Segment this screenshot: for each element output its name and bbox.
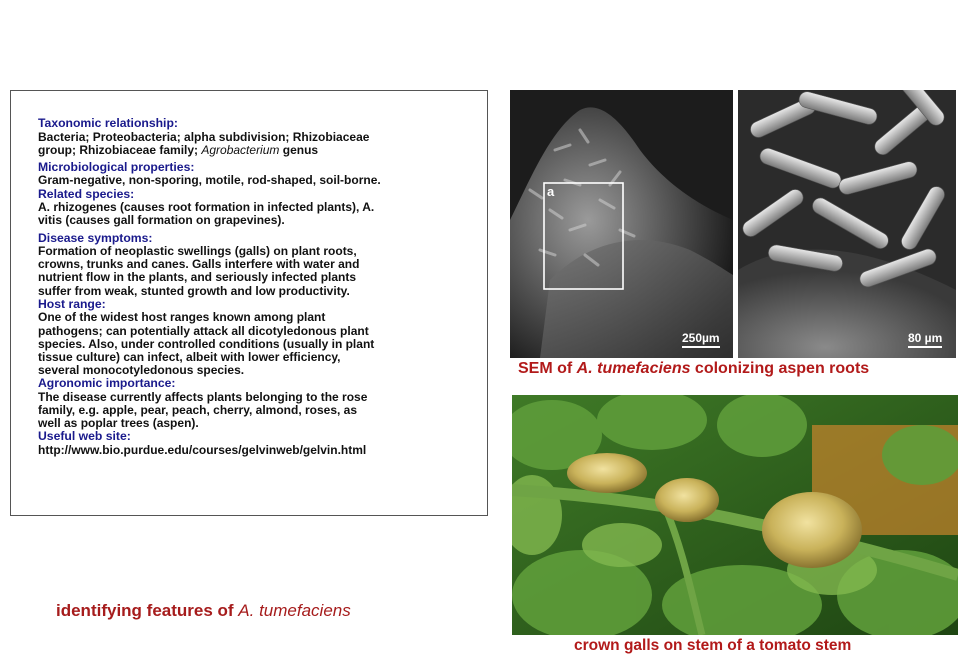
- taxonomic-text: [38, 131, 461, 157]
- info-box: [10, 90, 488, 516]
- agronomic-line: family, e.g. apple, pear, peach, cherry, almond, roses, as: [38, 403, 358, 418]
- caption-sem: SEM of A. tumefaciens colonizing aspen roots: [518, 360, 870, 377]
- related-text: [38, 201, 461, 227]
- host-heading: Host range:: [38, 296, 106, 311]
- caption-tomato: crown galls on stem of a tomato stem: [574, 637, 852, 654]
- agronomic-heading: Agronomic importance:: [38, 376, 176, 391]
- taxonomic-heading: Taxonomic relationship:: [38, 116, 178, 130]
- web-url[interactable]: http://www.bio.purdue.edu/courses/gelvinweb/gelvin.html: [38, 442, 367, 457]
- sem-image-low-mag: [510, 90, 733, 358]
- host-line: tissue culture) can infect, albeit with lower efficiency,: [38, 349, 341, 364]
- inset-label: a: [547, 184, 555, 199]
- micro-heading: Microbiological properties:: [38, 159, 195, 174]
- host-line: species. Also, under controlled conditions (usually in plant: [38, 336, 375, 351]
- scale-bar-250: 250µm: [682, 331, 720, 348]
- disease-line: crowns, trunks and canes. Galls interfere with water and: [38, 257, 360, 272]
- disease-line: suffer from weak, stunted growth and low productivity.: [38, 283, 350, 298]
- agronomic-line: The disease currently affects plants belonging to the rose: [38, 389, 368, 404]
- agronomic-text: [38, 391, 461, 431]
- taxonomic-line-2: group; Rhizobiaceae family; Agrobacterium genus: [38, 142, 319, 157]
- sem-image-high-mag: [738, 90, 956, 358]
- micro-text: Gram-negative, non-sporing, motile, rod-shaped, soil-borne.: [38, 173, 381, 188]
- tomato-graphic: [512, 395, 958, 635]
- host-line: One of the widest host ranges known among plant: [38, 310, 326, 325]
- disease-line: nutrient flow in the plants, and seriously infected plants: [38, 270, 357, 285]
- web-heading: Useful web site:: [38, 429, 131, 444]
- caption-identifying-features: identifying features of A. tumefaciens: [56, 601, 351, 620]
- host-line: several monocotyledonous species.: [38, 363, 245, 378]
- tomato-crown-gall-photo: [512, 395, 958, 635]
- sem-high-mag-graphic: [738, 90, 956, 358]
- disease-text: [38, 245, 461, 298]
- related-heading: Related species:: [38, 186, 135, 201]
- related-line-2: vitis (causes gall formation on grapevines).: [38, 213, 285, 228]
- host-line: pathogens; can potentially attack all dicotyledonous plant: [38, 323, 369, 338]
- host-text: [38, 311, 461, 377]
- sem-low-mag-graphic: [510, 90, 733, 358]
- disease-heading: Disease symptoms:: [38, 230, 153, 245]
- taxonomic-line-1: Bacteria; Proteobacteria; alpha subdivision; Rhizobiaceae: [38, 129, 370, 144]
- scale-bar-80: 80 µm: [908, 331, 942, 348]
- related-line-1: A. rhizogenes (causes root formation in infected plants), A.: [38, 200, 375, 215]
- disease-line: Formation of neoplastic swellings (galls) on plant roots,: [38, 244, 357, 259]
- agronomic-line: well as poplar trees (aspen).: [38, 416, 199, 431]
